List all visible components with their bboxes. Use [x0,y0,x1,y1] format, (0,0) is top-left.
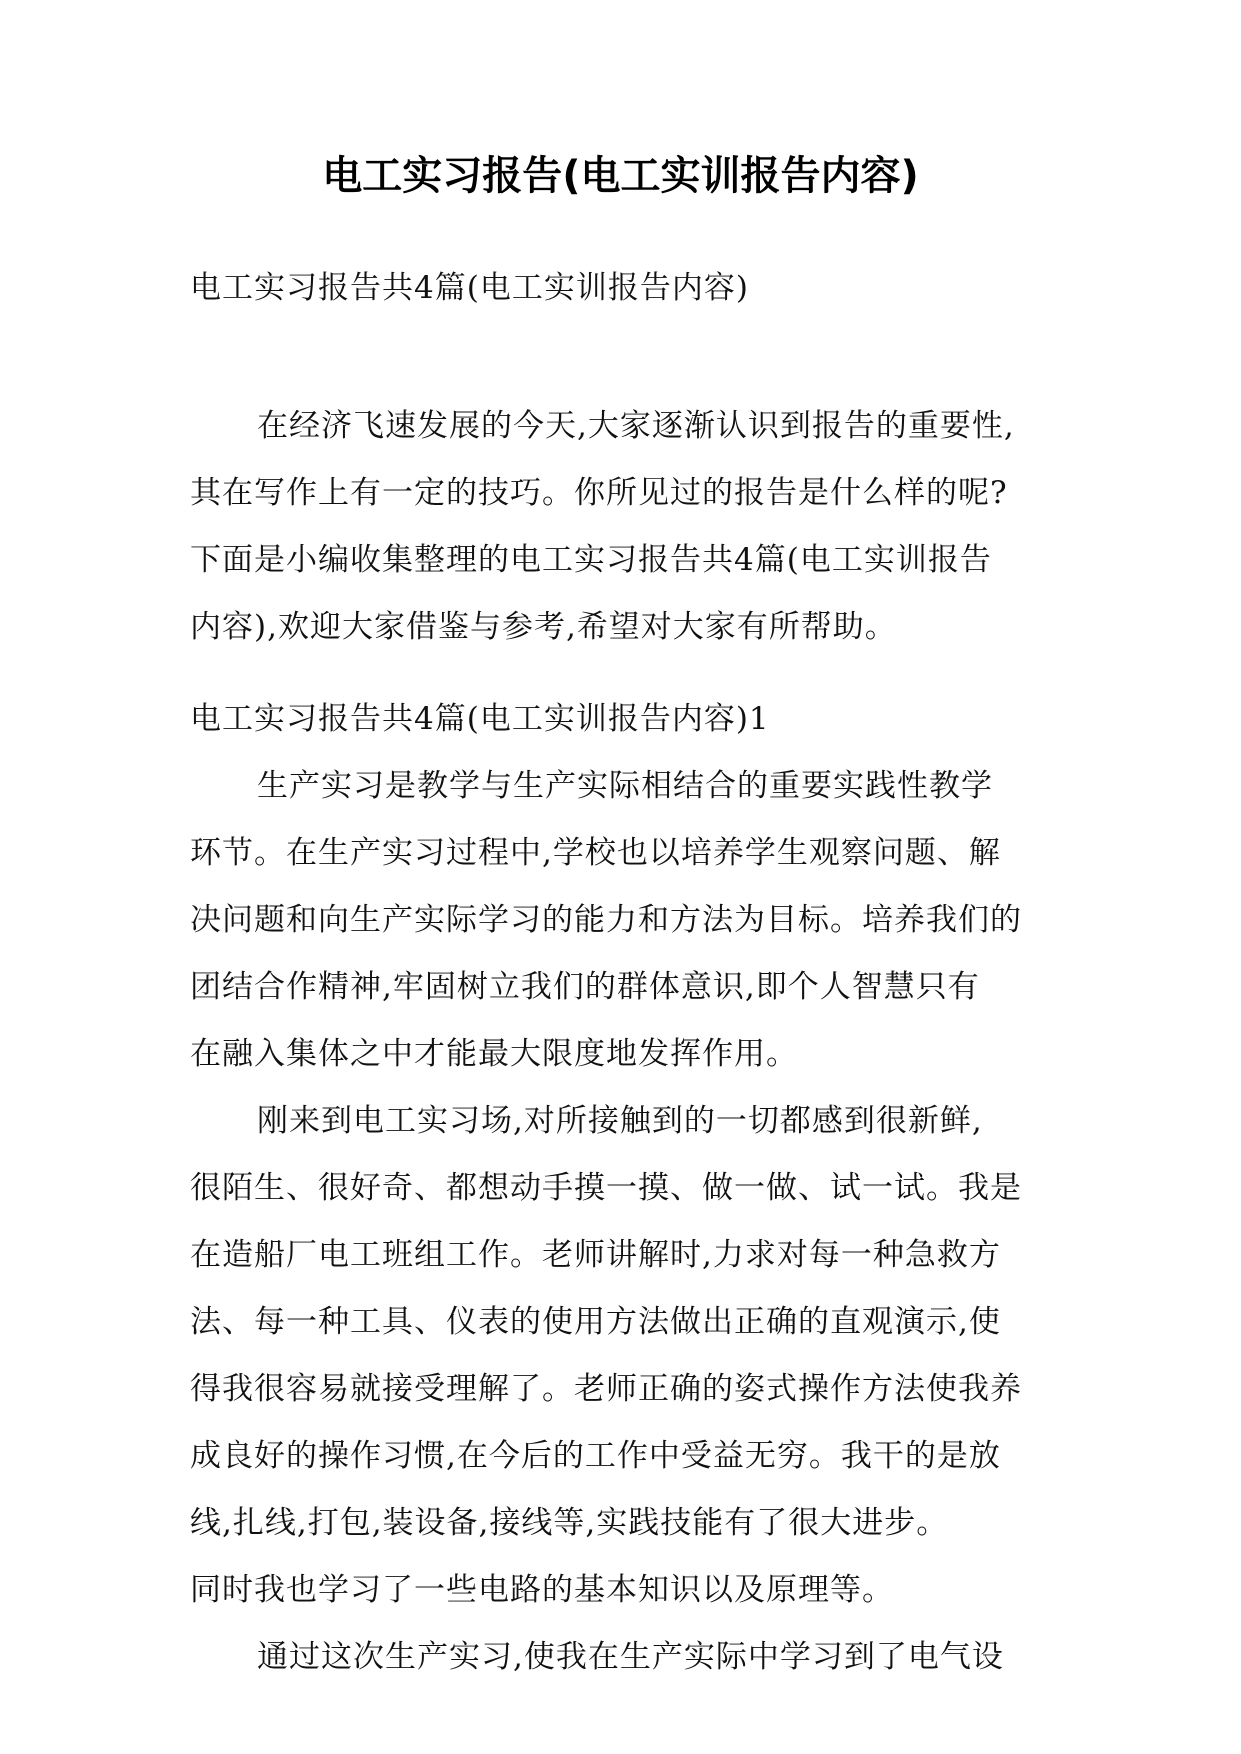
body-line: 同时我也学习了一些电路的基本知识以及原理等。 [190,1572,894,1608]
intro-line: 其在写作上有一定的技巧。你所见过的报告是什么样的呢? [190,475,1008,511]
body-line: 通过这次生产实习,使我在生产实际中学习到了电气设 [257,1639,1004,1675]
body-line: 成良好的操作习惯,在今后的工作中受益无穷。我干的是放 [190,1438,1001,1474]
body-line: 在造船厂电工班组工作。老师讲解时,力求对每一种急救方 [190,1237,1001,1273]
body-line: 生产实习是教学与生产实际相结合的重要实践性教学 [257,768,993,804]
body-line: 很陌生、很好奇、都想动手摸一摸、做一做、试一试。我是 [190,1170,1022,1206]
body-line: 法、每一种工具、仪表的使用方法做出正确的直观演示,使 [190,1304,1001,1340]
document-title: 电工实习报告(电工实训报告内容) [322,153,919,199]
body-line: 在融入集体之中才能最大限度地发挥作用。 [190,1036,798,1072]
document-subtitle: 电工实习报告共4篇(电工实训报告内容) [190,270,749,306]
intro-line: 在经济飞速发展的今天,大家逐渐认识到报告的重要性, [257,408,1015,444]
body-line: 线,扎线,打包,装设备,接线等,实践技能有了很大进步。 [190,1505,949,1541]
intro-paragraph [190,393,1052,661]
body-line: 刚来到电工实习场,对所接触到的一切都感到很新鲜, [257,1103,983,1139]
intro-line: 内容),欢迎大家借鉴与参考,希望对大家有所帮助。 [190,609,897,645]
body-line: 环节。在生产实习过程中,学校也以培养学生观察问题、解 [190,835,1001,871]
section-heading: 电工实习报告共4篇(电工实训报告内容)1 [190,701,770,737]
body-line: 决问题和向生产实际学习的能力和方法为目标。培养我们的 [190,902,1022,938]
body-text [190,753,1052,1691]
body-line: 得我很容易就接受理解了。老师正确的姿式操作方法使我养 [190,1371,1022,1407]
intro-line: 下面是小编收集整理的电工实习报告共4篇(电工实训报告 [190,542,992,578]
body-line: 团结合作精神,牢固树立我们的群体意识,即个人智慧只有 [190,969,980,1005]
